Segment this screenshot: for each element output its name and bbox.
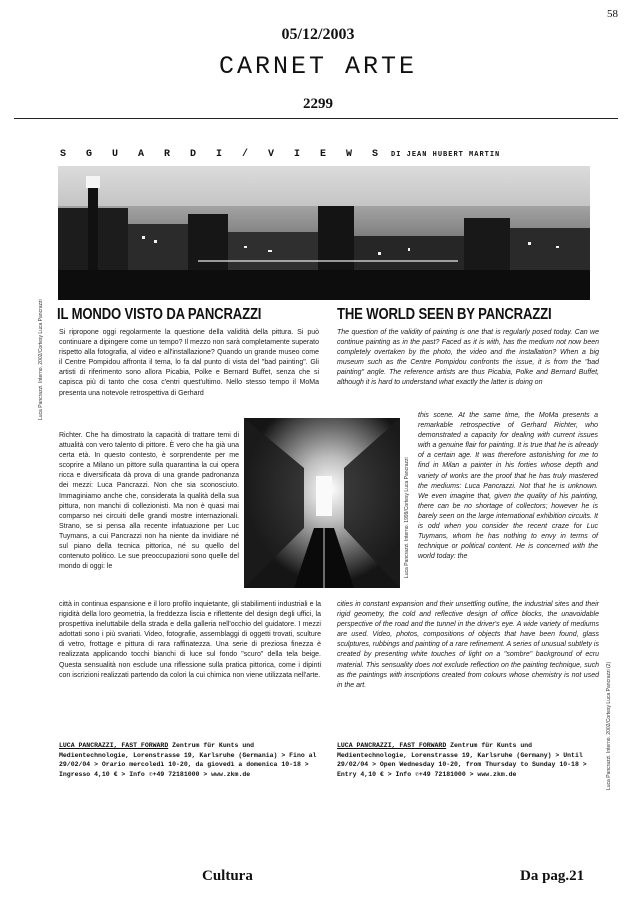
italian-body-paragraph: Richter. Che ha dimostrato la capacità di trattare temi di attualità con vero talento di pittore. È vero che ha già una certa età. In questo contesto, è sorprendente per me scoprire a Milano un pittore sulla quarantina la cui opera ricca e diversificata dà prova di una grande padronanza dei mezzi: Luca Pancrazzi. Non che sia sconosciuto. Immaginiamo anche che, considerata la qualità della sua pittura, non manchi di collezionisti. Ma non è quasi mai comparso nei circuiti delle grandi mostre internazionali. Strano, se si pensa alla recente infatuazione per Luc Tuymans, a cui Pancrazzi non ha niente da invidiare né sul piano della tecnica pittorica, né su quello del contenuto politico. Le sue preoccupazioni sono quelle del mondo di oggi: le xyxy=(59,432,239,571)
headline-english: THE WORLD SEEN BY PANCRAZZI xyxy=(337,306,552,323)
footer-page-ref: Da pag.21 xyxy=(520,868,585,884)
tunnel-photo xyxy=(244,418,400,588)
italian-continuation-paragraph: città in continua espansione e il loro profilo inquietante, gli stabilimenti industriali e la rigidità della loro geometria, la freddezza liscia e riflettente del design degli uffici, la prospettiva ineluttabile della strada e della galleria nell'occhio del guidatore. I mezzi adottati sono i più svariati. Video, fotografie, assemblaggi di oggetti trovati, sculture di vetro, frottage e pittura di rara raffinatezza. Una serie di preziosa finezza è realizzata applicando tocchi bianchi di luce sul fondo "scuro" della tela beige. Questa sensualità non esclude una riflessione sulla pratica pittorica, come i dipinti con iscrizioni realizzati partendo da colori la cui chimica non viene utilizzata nell'arte. xyxy=(59,601,321,679)
headline-italian: IL MONDO VISTO DA PANCRAZZI xyxy=(57,306,262,323)
english-continuation-paragraph: cities in constant expansion and their unsettling outline, the industrial sites and their rigid geometry, the cold and reflective design of office blocks, the unavoidable perspective of the road and the tunnel in the driver's eye. A wide variety of mediums are used. Video, photos, compositions of objects that have been found, glass sculptures, rubbings and painting of a rare refinement. A series of unusual subtlety is created by presenting white touches of light on a "sombre" background of ecru material. This sensuality does not exclude reflection on the painting technique, such as the paintings with inscriptions created from colours whose chemistry is not used in the art. xyxy=(337,601,599,689)
issue-number: 2299 xyxy=(303,96,333,112)
english-intro-paragraph: The question of the validity of painting is one that is regularly posed today. Can we continue painting as in the past? Faced as it is with, has the medium not now been completely overtaken by the photo, the video and the installation? When a big museum such as the Centre Pompidou confronts the issue, it is from the "bad painting" angle. The reference artists are thus Picabia, Polke and Bernard Buffet, although it is hard to understand what exactly the latter is doing on xyxy=(337,329,599,387)
italian-intro-paragraph: Si ripropone oggi regolarmente la questione della validità della pittura. Si può continuare a dipingere come un tempo? Il mezzo non sarà completamente superato rispetto alla fotografia, al video e all'installazione? Quando un grande museo come il Centre Pompidou affronta il tema, lo fa dal punto di vista del "bad painting". Gli artisti di riferimento sono allora Picabia, Polke e Bernard Buffet, senza che si capisca più di tanto che cosa c'entri quest'ultimo. Nello stesso tempo il MoMa presenta una notevole retrospettiva di Gerhard xyxy=(59,329,319,397)
series-title: S G U A R D I / V I E W S xyxy=(60,149,386,160)
exhibition-details-italian: Zentrum für Kunts und Medientechnologie, Lorenstrasse 19, Karlsruhe (Germania) > Fino al 29/02/04 > Orario mercoledì 10-20, da giovedì a domenica 10-18 > Ingresso 4,10 € > Info ✆+49 72181000 > www.zkm.de xyxy=(59,742,317,778)
tunnel-illustration xyxy=(244,418,400,588)
photo-credit-center: Luca Pancrazzi. Interno. 1999/Cortesy Luca Pancrazzi xyxy=(404,457,410,578)
byline: DI JEAN HUBERT MARTIN xyxy=(391,151,501,159)
exhibition-title-italian: LUCA PANCRAZZI, FAST FORWARD xyxy=(59,742,169,749)
page-number: 58 xyxy=(607,8,618,20)
exhibition-title-english: LUCA PANCRAZZI, FAST FORWARD xyxy=(337,742,447,749)
cityscape-illustration xyxy=(58,166,590,300)
exhibition-details-english: Zentrum für Kunts und Medientechnologie, Lorenstrasse 19, Karlsruhe (Germany) > Until 29/02/04 > Open Wednesday 10-20, from Thursday to Sunday 10-18 > Entry 4,10 € > Info ✆+49 72181000 > www.zkm.de xyxy=(337,742,587,778)
photo-credit-left: Luca Pancrazzi. Interno. 2002/Cortesy Luca Pancrazzi xyxy=(38,299,44,420)
exhibition-info-english xyxy=(337,741,599,779)
exhibition-info-italian xyxy=(59,741,321,779)
publication-title: CARNET ARTE xyxy=(218,52,418,81)
english-body-paragraph: this scene. At the same time, the MoMa presents a remarkable retrospective of Gerhard Richter, who demonstrated a capacity for dealing with current issues with a genuine flair for painting. It is true that he is already of a certain age. It was therefore astonishing for me to find in Milan a painter in his forties whose depth and variety of works are the proof that he has truly mastered the mediums: Luca Pancrazzi. Not that he is unknown. We even imagine that, given the quality of his painting, there can be no shortage of collectors; however he is barely seen on the large international exhibition circuits. It is odd when you consider the recent craze for Luc Tuymans, whom he has nothing to envy in terms of technique or political content. He is concerned with the world today: the xyxy=(418,412,598,561)
clipping-date: 05/12/2003 xyxy=(281,26,355,43)
section-label xyxy=(60,149,500,160)
header-rule xyxy=(14,118,618,119)
photo-credit-right: Luca Pancrazzi. Interno. 2002/Cortesy Luca Pancrazzi (2) xyxy=(606,661,612,790)
footer-section: Cultura xyxy=(202,868,253,884)
cityscape-photo xyxy=(58,166,590,300)
